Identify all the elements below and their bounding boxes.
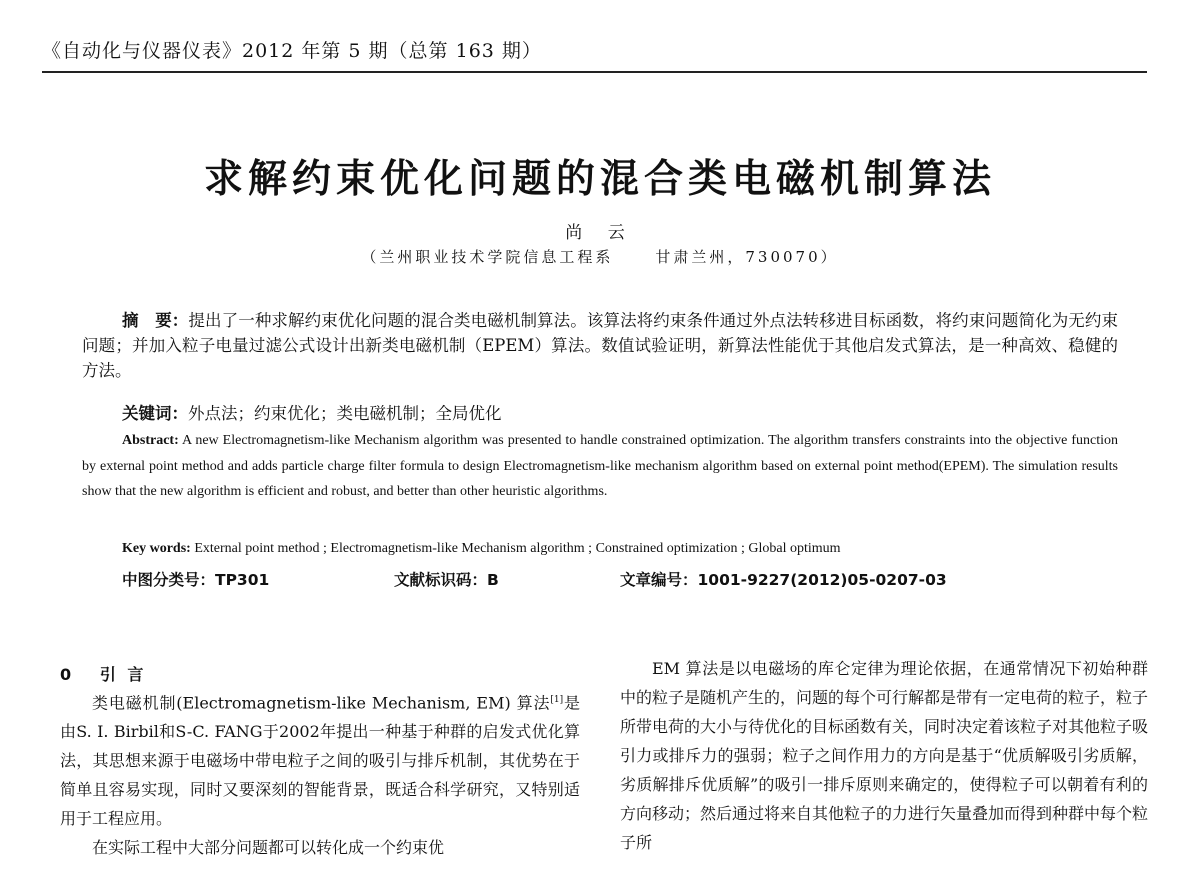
- affiliation-location: 甘肃兰州，730070: [655, 248, 821, 266]
- keywords-chinese: [122, 400, 502, 424]
- affiliation: [0, 246, 1200, 267]
- journal-header: 《自动化与仪器仪表》2012 年第 5 期（总第 163 期）: [42, 36, 1147, 73]
- abstract-english-text: A new Electromagnetism-like Mechanism algorithm was presented to handle constrained optimization. The algorithm transfers constraints into the objective function by external point method and adds particle charge filter formula to design Electromagnetism-like mechanism algorithm based on external point method(EPEM). The simulation results show that the new algorithm is efficient and robust, and better than other heuristic algorithms.: [82, 433, 1118, 499]
- document-code: 文献标识码：B: [394, 571, 499, 589]
- author: 尚 云: [565, 223, 635, 243]
- affiliation-close-paren: ）: [820, 248, 839, 266]
- left-paragraph-2: 在实际工程中大部分问题都可以转化成一个约束优: [92, 838, 445, 858]
- abstract-chinese-label: 摘 要：: [122, 311, 189, 330]
- abstract-english-label: Abstract:: [122, 433, 179, 448]
- article-number: 文章编号：1001-9227(2012)05-0207-03: [620, 571, 947, 589]
- clc-number: 中图分类号：TP301: [122, 571, 270, 589]
- body-right-column: [620, 654, 1148, 857]
- abstract-english: [82, 428, 1118, 505]
- body-left-column: [60, 686, 580, 862]
- section-number: 0: [60, 665, 75, 684]
- section-heading: [60, 662, 146, 685]
- keywords-chinese-label: 关键词：: [122, 404, 188, 423]
- keywords-english: [122, 541, 841, 557]
- keywords-chinese-text: 外点法；约束优化；类电磁机制；全局优化: [188, 404, 502, 423]
- keywords-english-label: Key words:: [122, 541, 191, 556]
- abstract-chinese-text: 提出了一种求解约束优化问题的混合类电磁机制算法。该算法将约束条件通过外点法转移进目标函数，将约束问题简化为无约束问题；并加入粒子电量过滤公式设计出新类电磁机制（EPEM）算法。数值试验证明，新算法性能优于其他启发式算法，是一种高效、稳健的方法。: [82, 311, 1119, 380]
- section-title: 引 言: [99, 665, 147, 684]
- affiliation-open-paren: （: [361, 248, 380, 266]
- abstract-chinese: [82, 308, 1118, 383]
- paper-title: 求解约束优化问题的混合类电磁机制算法: [203, 157, 996, 202]
- citation-ref: [1]: [550, 695, 564, 705]
- left-p1-text-a: 类电磁机制(Electromagnetism-like Mechanism, EM) 算法: [92, 693, 551, 713]
- right-paragraph-1: EM 算法是以电磁场的库仑定律为理论依据，在通常情况下初始种群中的粒子是随机产生的，问题的每个可行解都是带有一定电荷的粒子，粒子所带电荷的大小与待优化的目标函数有关，同时决定着该粒子对其他粒子吸引力或排斥力的强弱；粒子之间作用力的方向是基于“优质解吸引劣质解，劣质解排斥优质解”的吸引一排斥原则来确定的，使得粒子可以朝着有利的方向移动；然后通过将来自其他粒子的力进行矢量叠加而得到种群中每个粒子所: [620, 659, 1149, 852]
- left-p1-text-b: 是由S. I. Birbil和S-C. FANG于2002年提出一种基于种群的启发式优化算法，其思想来源于电磁场中带电粒子之间的吸引与排斥机制，其优势在于简单且容易实现，同时又要深刻的智能背景，既适合科学研究，又特别适用于工程应用。: [60, 693, 580, 829]
- affiliation-institution: 兰州职业技术学院信息工程系: [379, 248, 614, 266]
- left-paragraph-1: [60, 686, 580, 833]
- keywords-english-text: External point method ; Electromagnetism-like Mechanism algorithm ; Constrained optimization ; Global optimum: [194, 541, 841, 556]
